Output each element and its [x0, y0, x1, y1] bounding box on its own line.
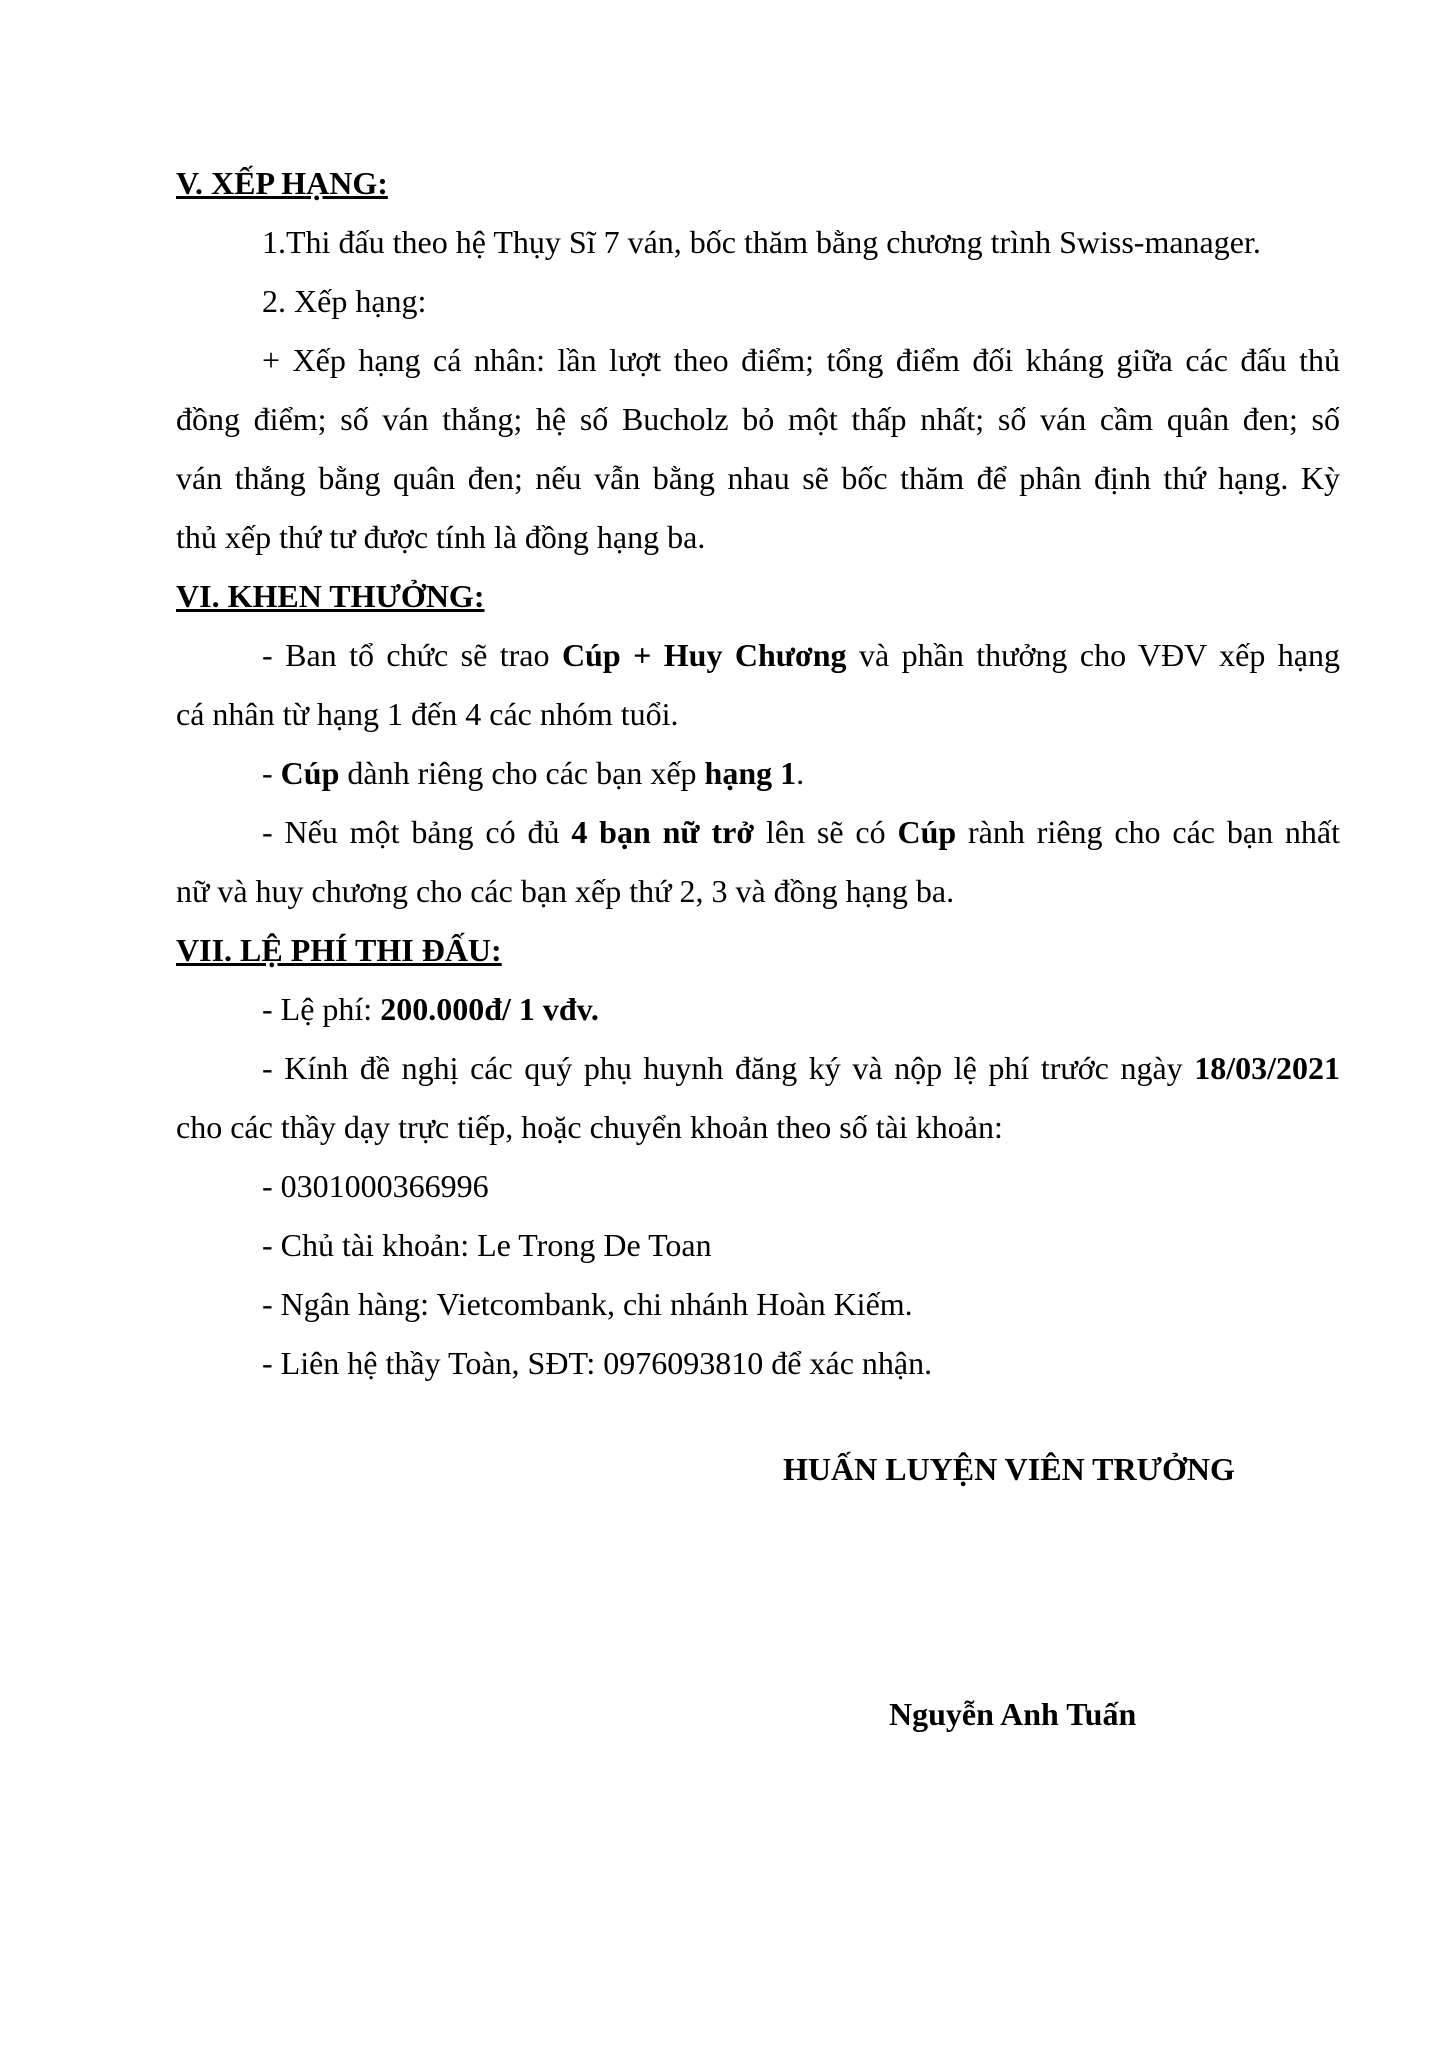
bank-name: - Ngân hàng: Vietcombank, chi nhánh Hoàn Kiếm.	[262, 1286, 913, 1322]
award-p2-text-a: -	[262, 755, 281, 791]
registration-request	[262, 1048, 1340, 1088]
award-p1-text-c: và phần thưởng cho VĐV xếp hạng	[846, 637, 1341, 673]
award-paragraph-3	[262, 812, 1340, 852]
award-p1-text-a: - Ban tổ chức sẽ trao	[262, 637, 562, 673]
award-p2-text-c: dành riêng cho các bạn xếp	[339, 755, 705, 791]
section-6-heading: VI. KHEN THƯỞNG:	[176, 578, 485, 614]
award-paragraph-1	[262, 635, 1340, 675]
section-5-item-2: 2. Xếp hạng:	[262, 283, 427, 319]
contact-line: - Liên hệ thầy Toàn, SĐT: 0976093810 để xác nhận.	[262, 1345, 933, 1381]
award-paragraph-2	[262, 753, 1340, 793]
fee-label: - Lệ phí:	[262, 991, 381, 1027]
ranking-line-4: thủ xếp thứ tư được tính là đồng hạng ba.	[176, 519, 706, 555]
signature-title: HUẤN LUYỆN VIÊN TRƯỞNG	[783, 1451, 1235, 1487]
fee-line	[262, 989, 1340, 1029]
award-p2-bold-rank: hạng 1	[704, 755, 797, 791]
award-p3-bold-girls: 4 bạn nữ trở	[571, 814, 755, 850]
award-paragraph-1-line-2: cá nhân từ hạng 1 đến 4 các nhóm tuổi.	[176, 696, 679, 732]
section-7-heading: VII. LỆ PHÍ THI ĐẤU:	[176, 932, 502, 968]
award-paragraph-3-line-2: nữ và huy chương cho các bạn xếp thứ 2, 3 và đồng hạng ba.	[176, 873, 955, 909]
award-p2-text-e: .	[796, 755, 805, 791]
signature-name: Nguyễn Anh Tuấn	[889, 1696, 1137, 1732]
award-p3-text-c: lên sẽ có	[754, 814, 898, 850]
award-p1-bold: Cúp + Huy Chương	[561, 637, 847, 673]
bank-account-owner: - Chủ tài khoản: Le Trong De Toan	[262, 1227, 712, 1263]
registration-deadline: 18/03/2021	[1194, 1050, 1340, 1086]
ranking-line-3: ván thắng bằng quân đen; nếu vẫn bằng nhau sẽ bốc thăm để phân định thứ hạng. Kỳ	[176, 460, 1340, 496]
ranking-line-2: đồng điểm; số ván thắng; hệ số Bucholz bỏ một thấp nhất; số ván cầm quân đen; số	[176, 401, 1340, 437]
award-p2-bold-cup: Cúp	[280, 755, 340, 791]
fee-amount: 200.000đ/ 1 vđv.	[380, 991, 599, 1027]
award-p3-bold-cup: Cúp	[897, 814, 957, 850]
bank-account-number: - 0301000366996	[262, 1168, 489, 1204]
award-p3-text-e: rành riêng cho các bạn nhất	[956, 814, 1341, 850]
award-p3-text-a: - Nếu một bảng có đủ	[262, 814, 572, 850]
section-5-heading: V. XẾP HẠNG:	[176, 165, 388, 201]
ranking-line-1: + Xếp hạng cá nhân: lần lượt theo điểm; tổng điểm đối kháng giữa các đấu thủ	[262, 342, 1340, 378]
section-5-item-1: 1.Thi đấu theo hệ Thụy Sĩ 7 ván, bốc thăm bằng chương trình Swiss-manager.	[262, 224, 1261, 260]
registration-request-line-2: cho các thầy dạy trực tiếp, hoặc chuyển khoản theo số tài khoản:	[176, 1109, 1003, 1145]
registration-text: - Kính đề nghị các quý phụ huynh đăng ký và nộp lệ phí trước ngày	[262, 1050, 1195, 1086]
